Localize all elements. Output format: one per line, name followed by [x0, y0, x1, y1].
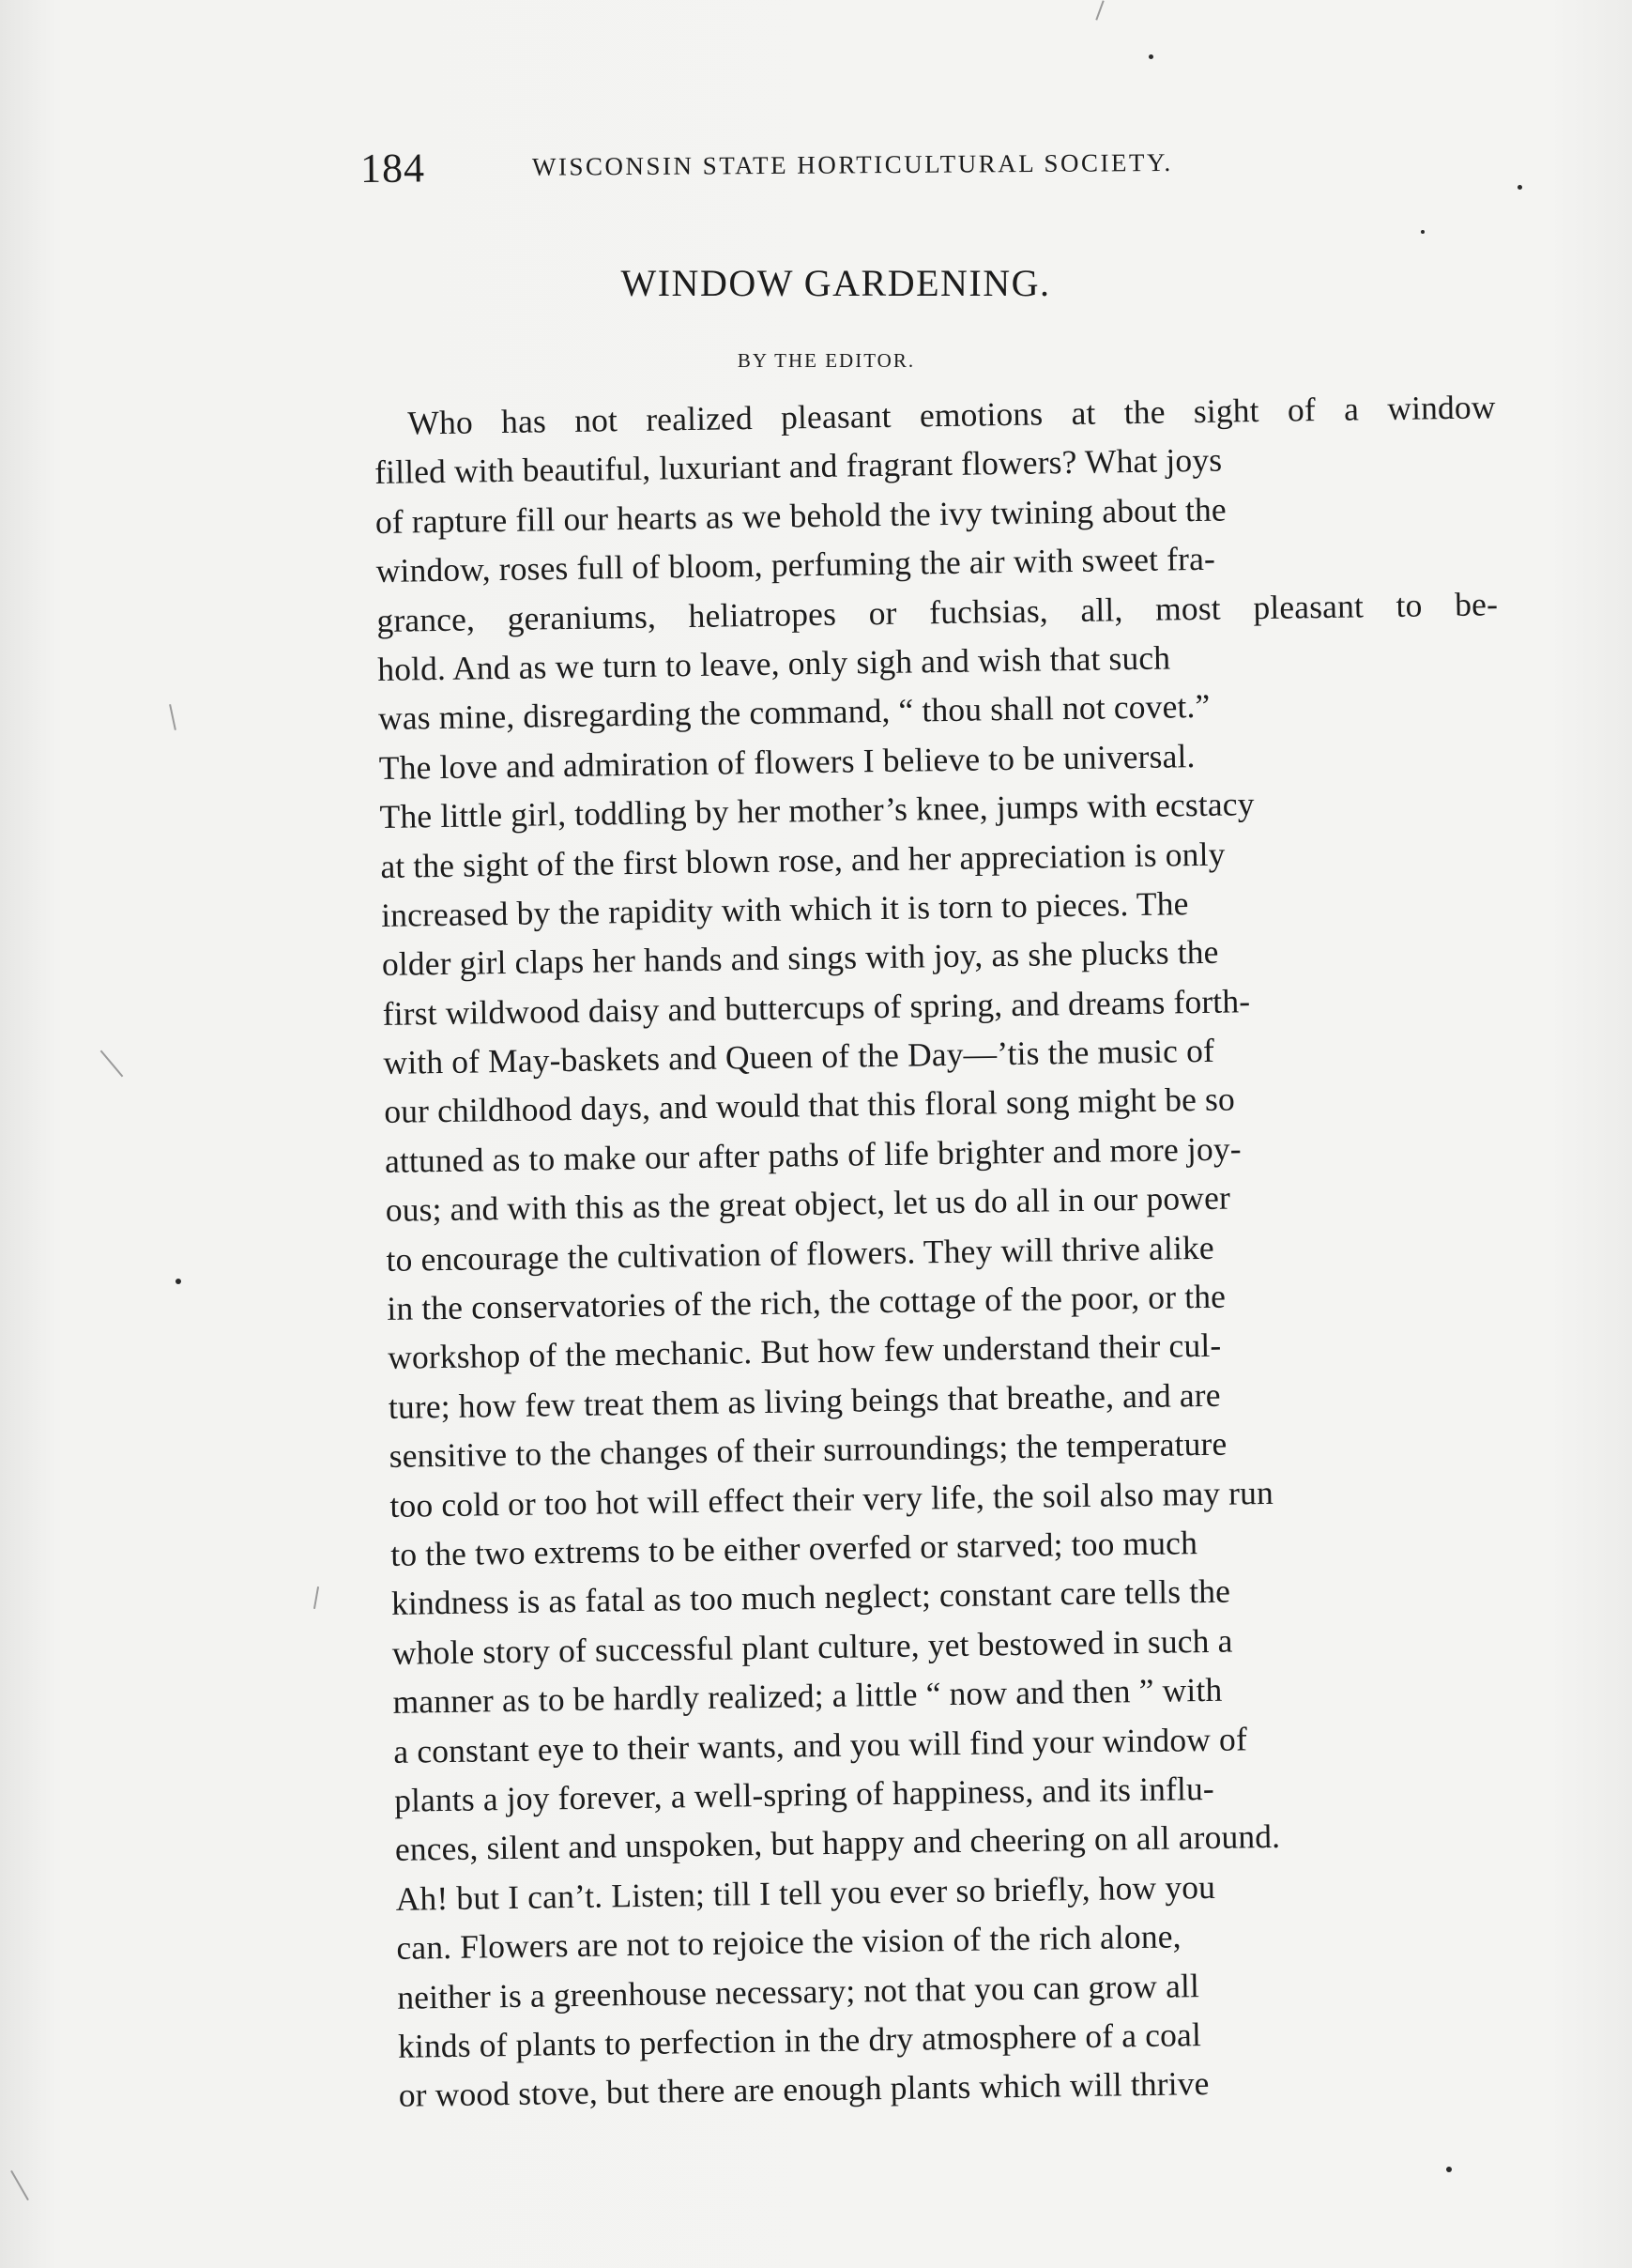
scratch-mark: [313, 1586, 319, 1609]
text-line: ences, silent and unspoken, but happy and cheering on all around.: [394, 1817, 1281, 1869]
text-line: with of May-baskets and Queen of the Day—’tis the music of: [383, 1031, 1215, 1081]
text-line: ous; and with this as the great object, let us do all in our power: [385, 1178, 1231, 1230]
text-line: workshop of the mechanic. But how few understand their cul-: [387, 1326, 1222, 1377]
text-line: sensitive to the changes of their surroundings; the temperature: [389, 1424, 1228, 1476]
ink-speck: [1518, 185, 1522, 190]
text-line: Who has not realized pleasant emotions at the sight of a window: [407, 388, 1496, 442]
page-header: [360, 134, 1299, 197]
text-line: at the sight of the first blown rose, and her appreciation is only: [380, 835, 1226, 885]
text-line: manner as to be hardly realized; a little “ now and then ” with: [392, 1670, 1223, 1722]
text-line: or wood stove, but there are enough plants which will thrive: [398, 2064, 1210, 2115]
scratch-mark: [100, 1050, 124, 1078]
text-line: neither is a greenhouse necessary; not that you can grow all: [396, 1966, 1200, 2016]
text-line: plants a joy forever, a well-spring of happiness, and its influ-: [393, 1769, 1215, 1819]
text-line: Ah! but I can’t. Listen; till I tell you ever so briefly, how you: [395, 1867, 1216, 1918]
text-line: to encourage the cultivation of flowers. They will thrive alike: [386, 1228, 1215, 1279]
scratch-mark: [10, 2170, 29, 2200]
text-line: to the two extrems to be either overfed or starved; too much: [389, 1524, 1198, 1573]
ink-speck: [1421, 230, 1425, 234]
text-line: our childhood days, and would that this floral song might be so: [383, 1080, 1236, 1131]
text-line: of rapture fill our hearts as we behold the ivy twining about the: [374, 490, 1228, 541]
text-line: too cold or too hot will effect their very life, the soil also may run: [389, 1473, 1274, 1525]
text-line: in the conservatories of the rich, the cottage of the poor, or the: [387, 1277, 1227, 1327]
ink-speck: [175, 1279, 181, 1284]
ink-speck: [1446, 2167, 1452, 2172]
page-number: 184: [359, 145, 426, 192]
text-line: kinds of plants to perfection in the dry atmosphere of a coal: [397, 2015, 1202, 2065]
text-line: window, roses full of bloom, perfuming the air with sweet fra-: [375, 539, 1216, 590]
article-byline: BY THE EDITOR.: [737, 349, 916, 372]
text-line: ture; how few treat them as living beings that breathe, and are: [388, 1375, 1221, 1426]
text-line: older girl claps her hands and sings with joy, as she plucks the: [381, 933, 1219, 984]
text-line: increased by the rapidity with which it is torn to pieces. The: [380, 884, 1189, 934]
text-line: attuned as to make our after paths of life brighter and more joy-: [384, 1129, 1242, 1180]
text-line: filled with beautiful, luxuriant and fragrant flowers? What joys: [374, 440, 1223, 492]
text-line: was mine, disregarding the command, “ thou shall not covet.”: [377, 687, 1211, 738]
scratch-mark: [169, 704, 176, 730]
text-line: kindness is as fatal as too much neglect; constant care tells the: [390, 1571, 1231, 1623]
text-line: first wildwood daisy and buttercups of spring, and dreams forth-: [382, 981, 1251, 1033]
article-body: [374, 382, 1525, 2120]
ink-speck: [1149, 54, 1153, 59]
text-line: can. Flowers are not to rejoice the vision of the rich alone,: [396, 1917, 1182, 1967]
text-line: a constant eye to their wants, and you will find your window of: [393, 1719, 1248, 1770]
text-line: grance, geraniums, heliatropes or fuchsias, all, most pleasant to be-: [376, 584, 1499, 639]
scratch-mark: [1095, 0, 1104, 20]
running-head: WISCONSIN STATE HORTICULTURAL SOCIETY.: [531, 147, 1173, 181]
text-line: hold. And as we turn to leave, only sigh and wish that such: [376, 638, 1171, 688]
article-title: WINDOW GARDENING.: [620, 262, 1051, 304]
text-line: The love and admiration of flowers I believe to be universal.: [378, 736, 1196, 787]
text-line: The little girl, toddling by her mother’s knee, jumps with ecstacy: [379, 785, 1255, 836]
text-line: whole story of successful plant culture, yet bestowed in such a: [391, 1621, 1233, 1672]
